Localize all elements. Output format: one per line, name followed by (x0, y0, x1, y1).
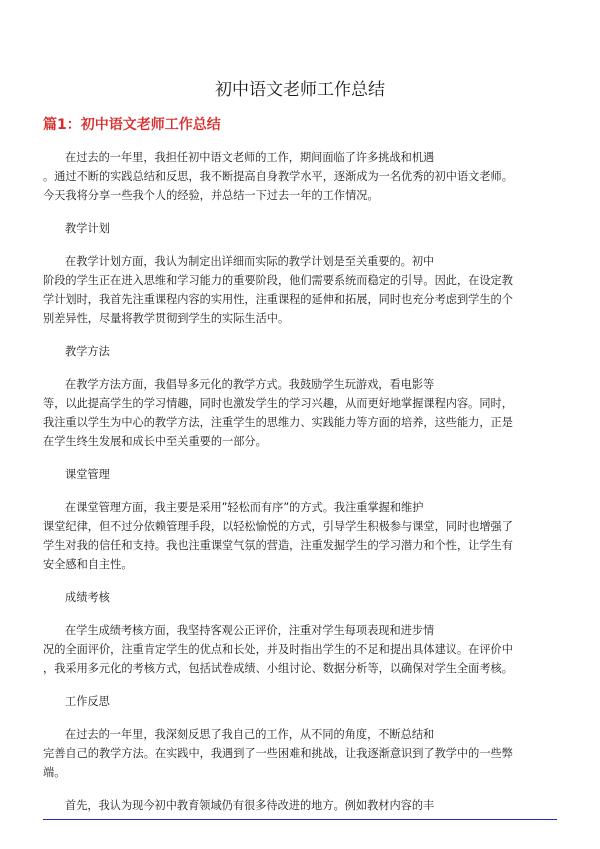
text-line: 完善自己的教学方法。在实践中，我遇到了一些困难和挑战，让我逐渐意识到了教学中的一些弊 (43, 747, 513, 760)
text-line: 在过去的一年里，我深刻反思了我自己的工作，从不同的角度，不断总结和 (65, 728, 435, 741)
text-line: ，我采用多元化的考核方式，包括试卷成绩、小组讨论、数据分析等，以确保对学生全面考核。 (43, 662, 513, 675)
text-line: 在过去的一年里，我担任初中语文老师的工作，期间面临了许多挑战和机遇 (65, 151, 435, 164)
subsection-heading-grade-assessment: 成绩考核 (65, 591, 110, 604)
text-line: 我注重以学生为中心的教学方法，注重学生的思维力、实践能力等方面的培养，这些能力，正是 (43, 416, 513, 429)
text-line: 。通过不断的实践总结和反思，我不断提高自身教学水平，逐渐成为一名优秀的初中语文老师。 (43, 170, 513, 183)
text-line: 今天我将分享一些我个人的经验，并总结一下过去一年的工作情况。 (43, 189, 379, 202)
text-line: 学计划时，我首先注重课程内容的实用性，注重课程的延伸和拓展，同时也充分考虑到学生的个 (43, 293, 513, 306)
footer-divider (43, 819, 557, 820)
document-title: 初中语文老师工作总结 (215, 80, 385, 100)
teaching-plan-paragraph (43, 252, 557, 328)
text-line: 学生对我的信任和支持。我也注重课堂气氛的营造，注重发掘学生的学习潜力和个性，让学生有 (43, 539, 513, 552)
work-reflection-paragraph (43, 725, 557, 782)
teaching-methods-paragraph (43, 375, 557, 451)
text-line: 端。 (43, 766, 66, 779)
text-line: 在学生终生发展和成长中至关重要的一部分。 (43, 435, 267, 448)
text-line: 在课堂管理方面，我主要是采用”轻松而有序”的方式。我注重掌握和维护 (65, 501, 424, 514)
text-line: 安全感和自主性。 (43, 558, 133, 571)
text-line: 在教学方法方面，我倡导多元化的教学方式。我鼓励学生玩游戏，看电影等 (65, 378, 435, 391)
text-line: 况的全面评价，注重肯定学生的优点和长处，并及时指出学生的不足和提出具体建议。在评价中 (43, 643, 513, 656)
document-body (43, 148, 557, 829)
text-line: 别差异性，尽量将教学贯彻到学生的实际生活中。 (43, 312, 290, 325)
subsection-heading-teaching-plan: 教学计划 (65, 222, 110, 235)
section-heading: 篇1：初中语文老师工作总结 (43, 117, 221, 133)
closing-paragraph (43, 796, 557, 815)
text-line: 等，以此提高学生的学习情趣，同时也激发学生的学习兴趣，从而更好地掌握课程内容。同时， (43, 397, 513, 410)
subsection-heading-teaching-methods: 教学方法 (65, 345, 110, 358)
subsection-heading-work-reflection: 工作反思 (65, 695, 110, 708)
intro-paragraph (43, 148, 557, 205)
text-line: 首先，我认为现今初中教育领域仍有很多待改进的地方。例如教材内容的丰 (65, 799, 435, 812)
classroom-management-paragraph (43, 498, 557, 574)
text-line: 在学生成绩考核方面，我坚持客观公正评价，注重对学生每项表现和进步情 (65, 624, 435, 637)
text-line: 课堂纪律，但不过分依赖管理手段，以轻松愉悦的方式，引导学生积极参与课堂，同时也增强了 (43, 520, 513, 533)
text-line: 阶段的学生正在进入思维和学习能力的重要阶段，他们需要系统而稳定的引导。因此，在设定教 (43, 274, 513, 287)
text-line: 在教学计划方面，我认为制定出详细而实际的教学计划是至关重要的。初中 (65, 255, 435, 268)
subsection-heading-classroom-management: 课堂管理 (65, 468, 110, 481)
grade-assessment-paragraph (43, 621, 557, 678)
